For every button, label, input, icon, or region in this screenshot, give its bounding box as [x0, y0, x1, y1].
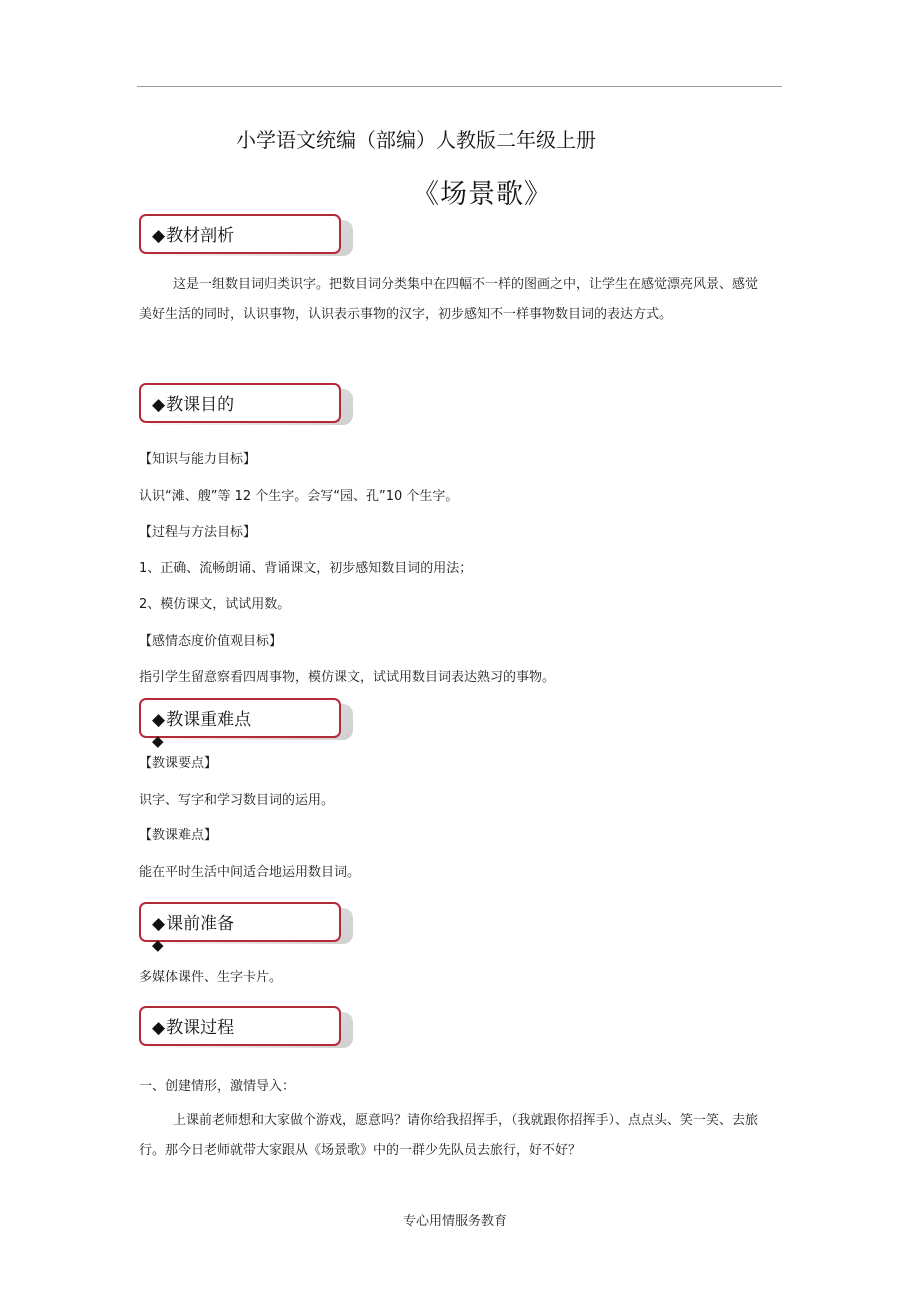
emotion-heading: 【感情态度价值观目标】	[139, 634, 283, 649]
header-rule	[137, 86, 782, 87]
process-heading: 【过程与方法目标】	[139, 525, 257, 540]
step-1-paragraph: 上课前老师想和大家做个游戏，愿意吗？请你给我招挥手，（我就跟你招挥手）、点点头、笑一笑、去旅行。那今日老师就带大家跟从《场景歌》中的一群少先队员去旅行，好不好？	[139, 1113, 759, 1158]
difficult-text: 能在平时生活中间适合地运用数目词。	[139, 865, 361, 880]
stray-diamond-icon: ◆	[152, 936, 164, 954]
diamond-icon: ◆	[152, 710, 166, 730]
section-title: 教课目的	[166, 395, 235, 415]
section-header-label	[152, 1013, 234, 1038]
key-heading: 【教课要点】	[139, 756, 218, 771]
preparation-text: 多媒体课件、生字卡片。	[139, 970, 283, 985]
section-title: 教课重难点	[166, 710, 252, 730]
document-title: 小学语文统编（部编）人教版二年级上册	[236, 128, 596, 152]
step-1-heading: 一、创建情形，激情导入：	[139, 1079, 296, 1094]
page-footer: 专心用情服务教育	[403, 1214, 508, 1229]
section-header-key-points	[139, 698, 341, 738]
section-title: 教课过程	[166, 1018, 235, 1038]
section-header-label	[152, 221, 234, 246]
diamond-icon: ◆	[152, 1018, 166, 1038]
section-title: 教材剖析	[166, 226, 235, 246]
diamond-icon: ◆	[152, 395, 166, 415]
diamond-icon: ◆	[152, 226, 166, 246]
knowledge-text: 认识“滩、艘”等 12 个生字。会写“园、孔”10 个生字。	[139, 489, 459, 504]
key-text: 识字、写字和学习数目词的运用。	[139, 793, 335, 808]
section-header-label	[152, 705, 251, 730]
lesson-title: 《场景歌》	[412, 179, 552, 210]
section-header-label	[152, 909, 234, 934]
emotion-text: 指引学生留意察看四周事物，模仿课文，试试用数目词表达熟习的事物。	[139, 670, 556, 685]
analysis-paragraph: 这是一组数目词归类识字。把数目词分类集中在四幅不一样的图画之中，让学生在感觉漂亮风景、感觉美好生活的同时，认识事物，认识表示事物的汉字，初步感知不一样事物数目词的表达方式。	[139, 277, 759, 322]
knowledge-heading: 【知识与能力目标】	[139, 452, 257, 467]
process-item-2: 2、模仿课文，试试用数。	[139, 597, 291, 612]
section-header-objectives	[139, 383, 341, 423]
stray-diamond-icon: ◆	[152, 732, 164, 750]
section-title: 课前准备	[166, 914, 235, 934]
section-header-analysis	[139, 214, 341, 254]
difficult-heading: 【教课难点】	[139, 828, 218, 843]
diamond-icon: ◆	[152, 914, 166, 934]
process-item-1: 1、正确、流畅朗诵、背诵课文，初步感知数目词的用法；	[139, 561, 473, 576]
section-header-preparation	[139, 902, 341, 942]
section-header-process	[139, 1006, 341, 1046]
section-header-label	[152, 390, 234, 415]
